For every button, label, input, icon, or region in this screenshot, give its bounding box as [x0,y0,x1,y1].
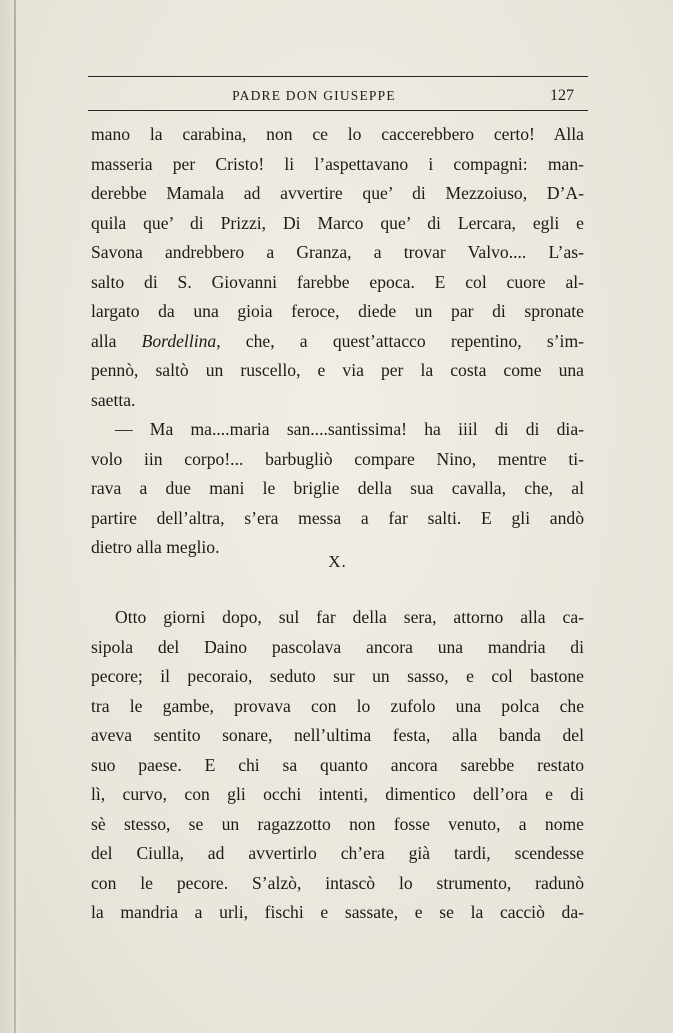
text-line: mano la carabina, non ce lo caccerebbero certo! Alla [91,124,584,144]
text-line: Otto giorni dopo, sul far della sera, attorno alla ca- [115,607,584,627]
text-line: del Ciulla, ad avvertirlo ch’era già tardi, scendesse [91,843,584,863]
text-line: dietro alla meglio. [91,537,220,557]
text-line: volo iin corpo!... barbugliò compare Nino, mentre ti- [91,448,584,469]
section-heading: X. [328,552,347,571]
text-line: sipola del Daino pascolava ancora una mandria di [91,636,584,657]
running-title: PADRE DON GIUSEPPE [232,88,396,103]
text-line: pecore; il pecoraio, seduto sur un sasso, e col bastone [91,666,584,686]
text-line: quila que’ di Prizzi, Di Marco que’ di Lercara, egli e [91,212,584,233]
line-prefix: alla [91,330,142,351]
text-line: aveva sentito sonare, nell’ultima festa, alla banda del [91,725,584,745]
text-line: rava a due mani le briglie della sua cavalla, che, al [91,478,584,498]
header-rule-bottom [88,110,588,111]
header-rule-top [88,76,588,77]
text-block-1 [91,120,584,563]
text-line: pennò, saltò un ruscello, e via per la costa come una [91,360,584,380]
binding-edge-line [14,0,16,1033]
page-left-edge [0,0,26,1033]
text-block-2 [91,603,584,928]
text-line: saetta. [91,389,136,410]
italic-name: Bordellina, [141,330,221,351]
text-line: con le pecore. S’alzò, intascò lo strumento, radunò [91,872,584,893]
text-line: la mandria a urli, fischi e sassate, e se la cacciò da- [91,902,584,922]
text-line: — Ma ma....maria san....santissima! ha iiil di di dia- [115,419,584,439]
page-number: 127 [550,87,574,104]
text-line-with-italic [91,327,584,357]
text-line: sè stesso, se un ragazzotto non fosse venuto, a nome [91,813,584,834]
running-head [88,88,588,108]
text-line: largato da una gioia feroce, diede un par di spronate [91,301,584,321]
line-rest: che, a quest’attacco repentino, s’im- [245,330,584,351]
text-line: tra le gambe, provava con lo zufolo una polca che [91,695,584,716]
text-line: salto di S. Giovanni farebbe epoca. E col cuore al- [91,271,584,292]
text-line: suo paese. E chi sa quanto ancora sarebbe restato [91,754,584,775]
text-line: partire dell’altra, s’era messa a far salti. E gli andò [91,507,584,528]
text-line: masseria per Cristo! li l’aspettavano i compagni: man- [91,153,584,174]
text-line: lì, curvo, con gli occhi intenti, dimentico dell’ora e di [91,784,584,804]
text-line: derebbe Mamala ad avvertire que’ di Mezzoiuso, D’A- [91,183,584,203]
text-line: Savona andrebbero a Granza, a trovar Valvo.... L’as- [91,242,584,262]
